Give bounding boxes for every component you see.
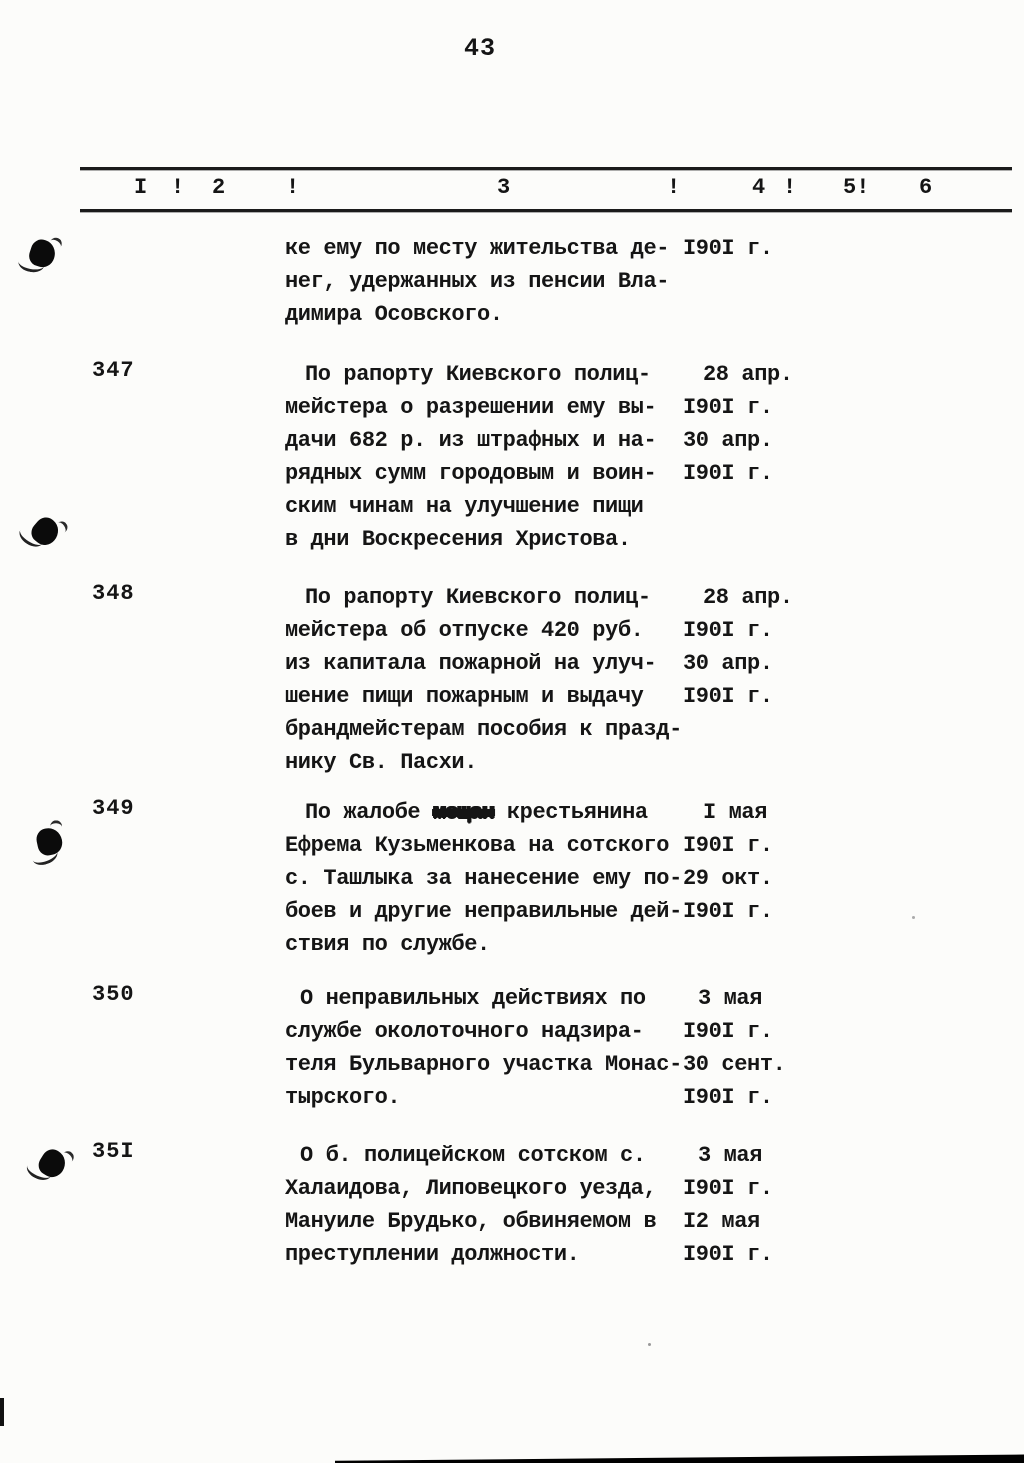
entry-description-line: боев и другие неправильные дей- [285,899,682,924]
column-separator: ! [667,175,681,200]
entry-description-line: теля Бульварного участка Монас- [285,1052,682,1077]
table-row [285,1172,1024,1205]
entry-number: 349 [92,796,135,821]
entry-date: I2 мая [683,1209,760,1234]
column-header-1: I [134,175,148,200]
entry-date: I90I г. [683,1176,773,1201]
table-row [285,265,1024,298]
entry-description-line: мейстера о разрешении ему вы- [285,395,657,420]
table-row [285,680,1024,713]
entry-date: I90I г. [683,618,773,643]
table-row [285,1205,1024,1238]
entry-number: 350 [92,982,135,1007]
entry-date: 30 сент. [683,1052,786,1077]
column-separator: ! [171,175,185,200]
entry-description-line: в дни Воскресения Христова. [285,527,631,552]
description-text: крестьянина [494,800,648,825]
entry-date: I90I г. [683,684,773,709]
page-number: 43 [464,34,497,63]
column-header-5: 5! [843,175,870,200]
table-row [285,1015,1024,1048]
column-header-4: 4 [752,175,766,200]
inventory-entry-349 [0,796,1024,961]
table-rule-top [80,167,1012,170]
entry-description-line: преступлении должности. [285,1242,580,1267]
inventory-entry-351 [0,1139,1024,1271]
entry-description-line: дачи 682 р. из штрафных и на- [285,428,657,453]
table-row [285,982,1024,1015]
entry-date: I90I г. [683,236,773,261]
column-header-3: 3 [497,175,511,200]
scan-edge-bottom [335,1453,1024,1463]
entry-description-line: ским чинам на улучшение пищи [285,494,644,519]
table-row [285,391,1024,424]
column-header-6: 6 [919,175,933,200]
table-row [285,581,1024,614]
entry-description-line: с. Ташлыка за нанесение ему по- [285,866,682,891]
paper-speck [912,916,915,919]
entry-description-line: димира Осовского. [285,302,503,327]
inventory-entry-348 [0,581,1024,779]
inventory-entry-347 [0,358,1024,556]
entry-description-line: нег, удержанных из пенсии Вла- [285,269,670,294]
table-row [285,1048,1024,1081]
entry-date: 30 апр. [683,428,773,453]
table-row [285,1139,1024,1172]
table-row [285,523,1024,556]
scan-edge-left [0,1398,4,1426]
entry-description-line: мейстера об отпуске 420 руб. [285,618,644,643]
table-rule-bottom [80,209,1012,212]
entry-date: I мая [703,800,768,825]
entry-number: 347 [92,358,135,383]
table-row [285,928,1024,961]
entry-date: I90I г. [683,395,773,420]
entry-date: 29 окт. [683,866,773,891]
table-row [285,647,1024,680]
entry-description-line [285,796,703,829]
entry-description-line: Халаидова, Липовецкого уезда, [285,1176,657,1201]
entry-number: 348 [92,581,135,606]
entry-date: I90I г. [683,1242,773,1267]
entry-description-line: из капитала пожарной на улуч- [285,651,657,676]
table-row [285,614,1024,647]
entry-date: I90I г. [683,461,773,486]
entry-description-line: Ефрема Кузьменкова на сотского [285,833,670,858]
entry-description-line: По рапорту Киевского полиц- [305,585,651,610]
entry-date: 3 мая [698,1143,763,1168]
table-row [285,457,1024,490]
table-row [285,746,1024,779]
entry-date: I90I г. [683,1019,773,1044]
entry-description-line: нику Св. Пасхи. [285,750,478,775]
entry-description-line: шение пищи пожарным и выдачу [285,684,644,709]
table-row [285,1081,1024,1114]
entry-date: I90I г. [683,833,773,858]
table-row [285,1238,1024,1271]
entry-number: 35I [92,1139,135,1164]
entry-date: 28 апр. [703,585,793,610]
table-row [285,358,1024,391]
table-row [285,829,1024,862]
entry-date: I90I г. [683,1085,773,1110]
table-row [285,298,1024,331]
column-separator: ! [783,175,797,200]
column-header-2: 2 [212,175,226,200]
entry-description-line: тырского. [285,1085,401,1110]
paper-speck [648,1343,651,1346]
entry-description-line: О неправильных действиях по [300,986,646,1011]
entry-description-line: ствия по службе. [285,932,490,957]
table-row [285,490,1024,523]
table-row [285,862,1024,895]
inventory-entry-350 [0,982,1024,1114]
entry-description-line: По рапорту Киевского полиц- [305,362,651,387]
table-row [285,895,1024,928]
description-text: По жалобе [305,800,434,825]
entry-date: 3 мая [698,986,763,1011]
entry-date: 30 апр. [683,651,773,676]
table-row [285,424,1024,457]
column-separator: ! [286,175,300,200]
table-row [285,713,1024,746]
entry-description-line: Мануиле Брудько, обвиняемом в [285,1209,657,1234]
table-row [285,796,1024,829]
overstruck-word: мещан [433,800,495,825]
entry-description-line: рядных сумм городовым и воин- [285,461,657,486]
entry-description-line: службе околоточного надзира- [285,1019,644,1044]
entry-description-line: О б. полицейском сотском с. [300,1143,646,1168]
entry-date: I90I г. [683,899,773,924]
table-row [285,232,1024,265]
entry-date: 28 апр. [703,362,793,387]
entry-description-line: брандмейстерам пособия к празд- [285,717,682,742]
entry-description-line: ке ему по месту жительства де- [285,236,670,261]
inventory-entry-continuation [0,232,1024,331]
